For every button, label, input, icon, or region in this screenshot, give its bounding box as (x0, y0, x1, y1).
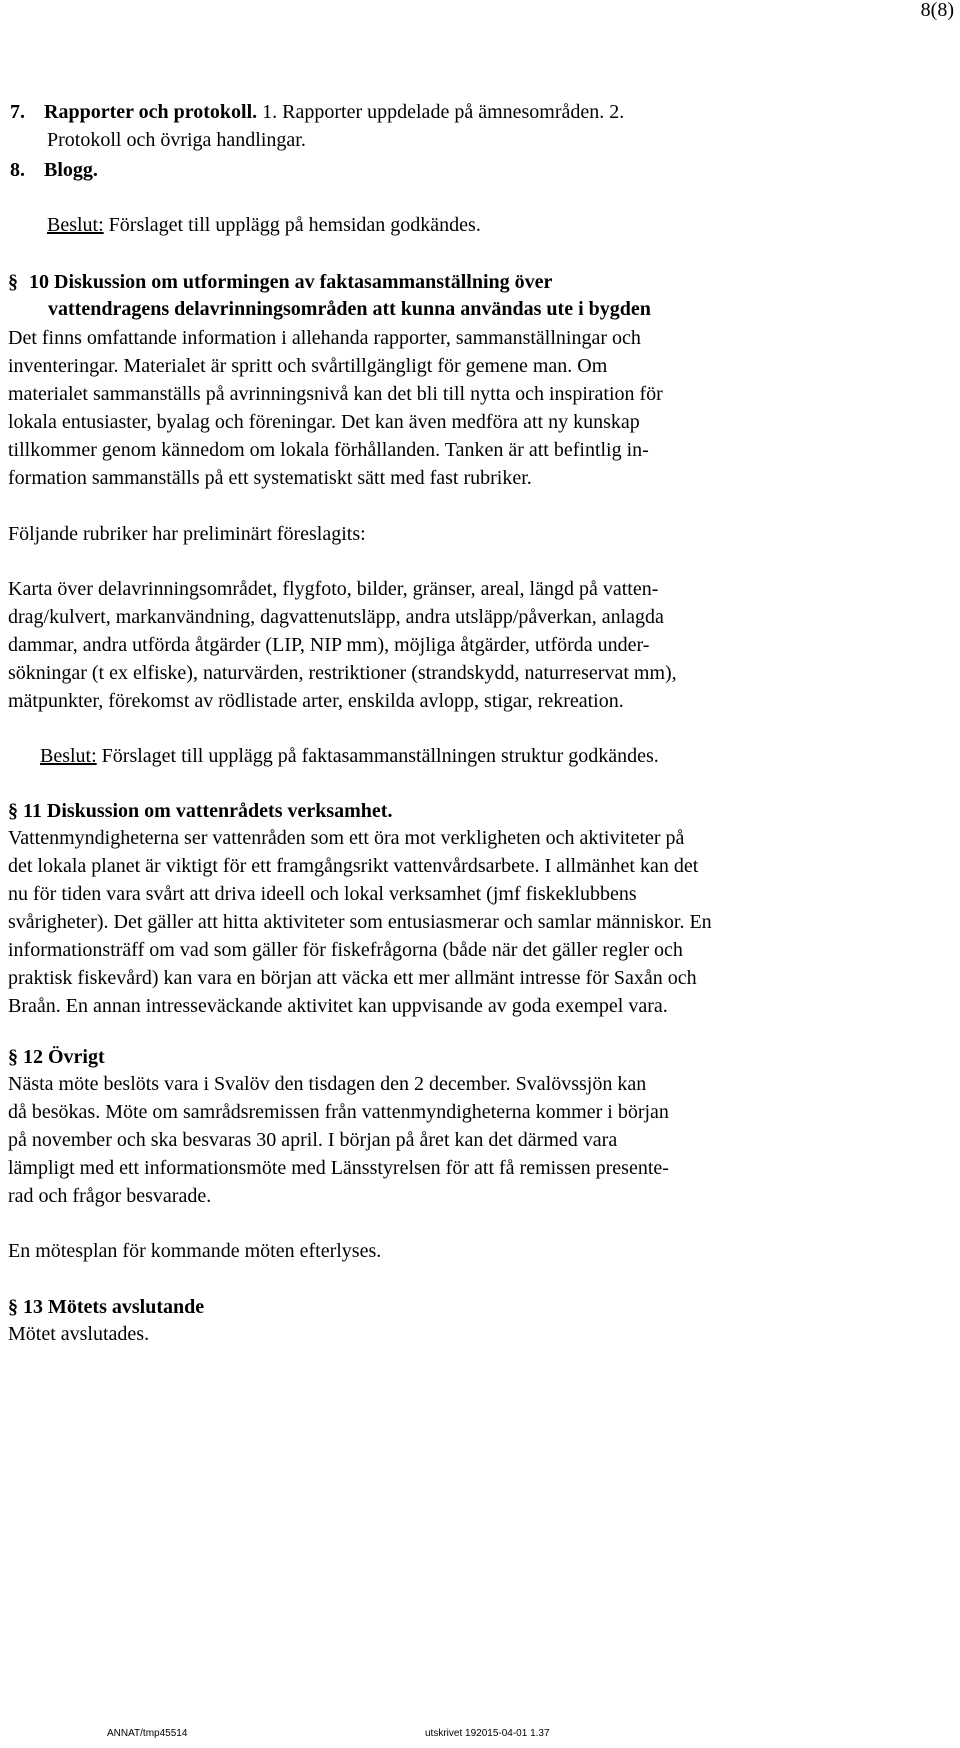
body-line: materialet sammanställs på avrinningsnivå kan det bli till nytta och inspiration för (8, 383, 663, 405)
section-10-heading-line1: 10 Diskussion om utformingen av faktasammanställning över (29, 271, 553, 293)
list-line: mätpunkter, förekomst av rödlistade arter, enskilda avlopp, stigar, rekreation. (8, 690, 624, 712)
paragraph-symbol-icon: § (8, 800, 18, 822)
decision-label: Beslut: (40, 745, 97, 767)
decision-faktasammanstallning (40, 742, 659, 770)
page-number: 8(8) (920, 0, 954, 21)
item-8-number: 8. (10, 159, 25, 181)
footer-left: ANNAT/tmp45514 (107, 1728, 188, 1739)
section-13-body: Mötet avslutades. (8, 1323, 150, 1345)
item-7-title: Rapporter och protokoll. (44, 101, 258, 123)
section-10-list (8, 575, 677, 715)
body-line: rad och frågor besvarade. (8, 1185, 212, 1207)
item-7-text-line1: 1. Rapporter uppdelade på ämnesområden. 2. (257, 101, 625, 123)
section-11-body (8, 824, 712, 1020)
section-13-heading-text: 13 Mötets avslutande (18, 1296, 205, 1318)
section-10-body (8, 324, 663, 492)
list-line: drag/kulvert, markanvändning, dagvattenutsläpp, andra utsläpp/påverkan, anlagda (8, 606, 664, 628)
decision-text: Förslaget till upplägg på hemsidan godkändes. (103, 214, 481, 236)
section-10-intro: Följande rubriker har preliminärt föreslagits: (8, 523, 366, 545)
section-11-heading-text: 11 Diskussion om vattenrådets verksamhet. (18, 800, 393, 822)
section-11-heading (8, 797, 392, 825)
decision-text: Förslaget till upplägg på faktasammanställningen struktur godkändes. (96, 745, 659, 767)
item-7-number: 7. (10, 101, 25, 123)
section-10-heading (8, 268, 552, 296)
list-line: dammar, andra utförda åtgärder (LIP, NIP mm), möjliga åtgärder, utförda under- (8, 634, 650, 656)
body-line: lokala entusiaster, byalag och föreningar. Det kan även medföra att ny kunskap (8, 411, 640, 433)
body-line: det lokala planet är viktigt för ett framgångsrikt vattenvårdsarbete. I allmänhet kan det (8, 855, 699, 877)
paragraph-symbol-icon: § (8, 1296, 18, 1318)
body-line: på november och ska besvaras 30 april. I början på året kan det därmed vara (8, 1129, 618, 1151)
body-line: Det finns omfattande information i allehanda rapporter, sammanställningar och (8, 327, 641, 349)
section-12-body (8, 1070, 669, 1210)
body-line: formation sammanställs på ett systematiskt sätt med fast rubriker. (8, 467, 532, 489)
body-line: praktisk fiskevård) kan vara en början att väcka ett mer allmänt intresse för Saxån och (8, 967, 697, 989)
item-7-text-line2: Protokoll och övriga handlingar. (47, 129, 306, 151)
body-line: informationsträff om vad som gäller för fiskefrågorna (både när det gäller regler och (8, 939, 683, 961)
footer-right: utskrivet 192015-04-01 1.37 (425, 1728, 550, 1739)
section-12-heading (8, 1043, 105, 1071)
paragraph-symbol-icon: § (8, 271, 18, 293)
item-8 (10, 156, 98, 184)
paragraph-symbol-icon: § (8, 1046, 18, 1068)
body-line: inventeringar. Materialet är spritt och svårtillgängligt för gemene man. Om (8, 355, 608, 377)
body-line: Braån. En annan intresseväckande aktivitet kan uppvisande av goda exempel vara. (8, 995, 668, 1017)
section-12-extra: En mötesplan för kommande möten efterlyses. (8, 1240, 382, 1262)
list-line: sökningar (t ex elfiske), naturvärden, restriktioner (strandskydd, naturreservat mm), (8, 662, 677, 684)
decision-label: Beslut: (47, 214, 104, 236)
body-line: då besökas. Möte om samrådsremissen från vattenmyndigheterna kommer i början (8, 1101, 669, 1123)
body-line: nu för tiden vara svårt att driva ideell och lokal verksamhet (jmf fiskeklubbens (8, 883, 637, 905)
item-7 (10, 98, 624, 126)
body-line: lämpligt med ett informationsmöte med Länsstyrelsen för att få remissen presente- (8, 1157, 669, 1179)
body-line: svårigheter). Det gäller att hitta aktiviteter som entusiasmerar och samlar människor. En (8, 911, 712, 933)
item-8-title: Blogg. (44, 159, 98, 181)
body-line: Nästa möte beslöts vara i Svalöv den tisdagen den 2 december. Svalövssjön kan (8, 1073, 647, 1095)
decision-hemsidan (47, 211, 481, 239)
list-line: Karta över delavrinningsområdet, flygfoto, bilder, gränser, areal, längd på vatten- (8, 578, 659, 600)
body-line: tillkommer genom kännedom om lokala förhållanden. Tanken är att befintlig in- (8, 439, 649, 461)
section-12-heading-text: 12 Övrigt (18, 1046, 105, 1068)
section-13-heading (8, 1293, 204, 1321)
section-10-heading-line2: vattendragens delavrinningsområden att kunna användas ute i bygden (48, 298, 651, 320)
body-line: Vattenmyndigheterna ser vattenråden som ett öra mot verkligheten och aktiviteter på (8, 827, 685, 849)
